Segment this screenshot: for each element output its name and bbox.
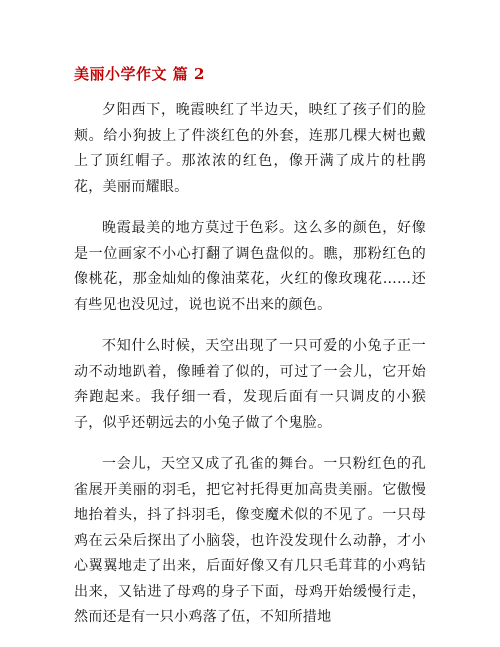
paragraph-3: 不知什么时候，天空出现了一只可爱的小兔子正一动不动地趴着，像睡着了似的，可过了一会儿，它开始奔跑起来。我仔细一看，发现后面有一只调皮的小猴子，似乎还朝远去的小兔子做了个鬼脸。 — [74, 338, 426, 431]
paragraph-1: 夕阳西下，晚霞映红了半边天，映红了孩子们的脸颊。给小狗披上了件淡红色的外套，连那几棵大树也戴上了顶红帽子。那浓浓的红色，像开满了成片的杜鹃花，美丽而耀眼。 — [74, 102, 426, 195]
essay-title: 美丽小学作文 篇 2 — [74, 65, 205, 83]
paragraph-2: 晚霞最美的地方莫过于色彩。这么多的颜色，好像是一位画家不小心打翻了调色盘似的。瞧，那粉红色的像桃花，那金灿灿的像油菜花，火红的像玫瑰花……还有些见也没见过，说也说不出来的颜色。 — [74, 220, 426, 313]
paragraph-4: 一会儿，天空又成了孔雀的舞台。一只粉红色的孔雀展开美丽的羽毛，把它衬托得更加高贵美丽。它傲慢地抬着头，抖了抖羽毛，像变魔术似的不见了。一只母鸡在云朵后探出了小脑袋，也许没发现什么动静，才小心翼翼地走了出来，后面好像又有几只毛茸茸的小鸡钻出来，又钻进了母鸡的身子下面，母鸡开始缓慢行走，然而还是有一只小鸡落了伍，不知所措地 — [74, 456, 426, 625]
essay-body — [74, 98, 426, 647]
